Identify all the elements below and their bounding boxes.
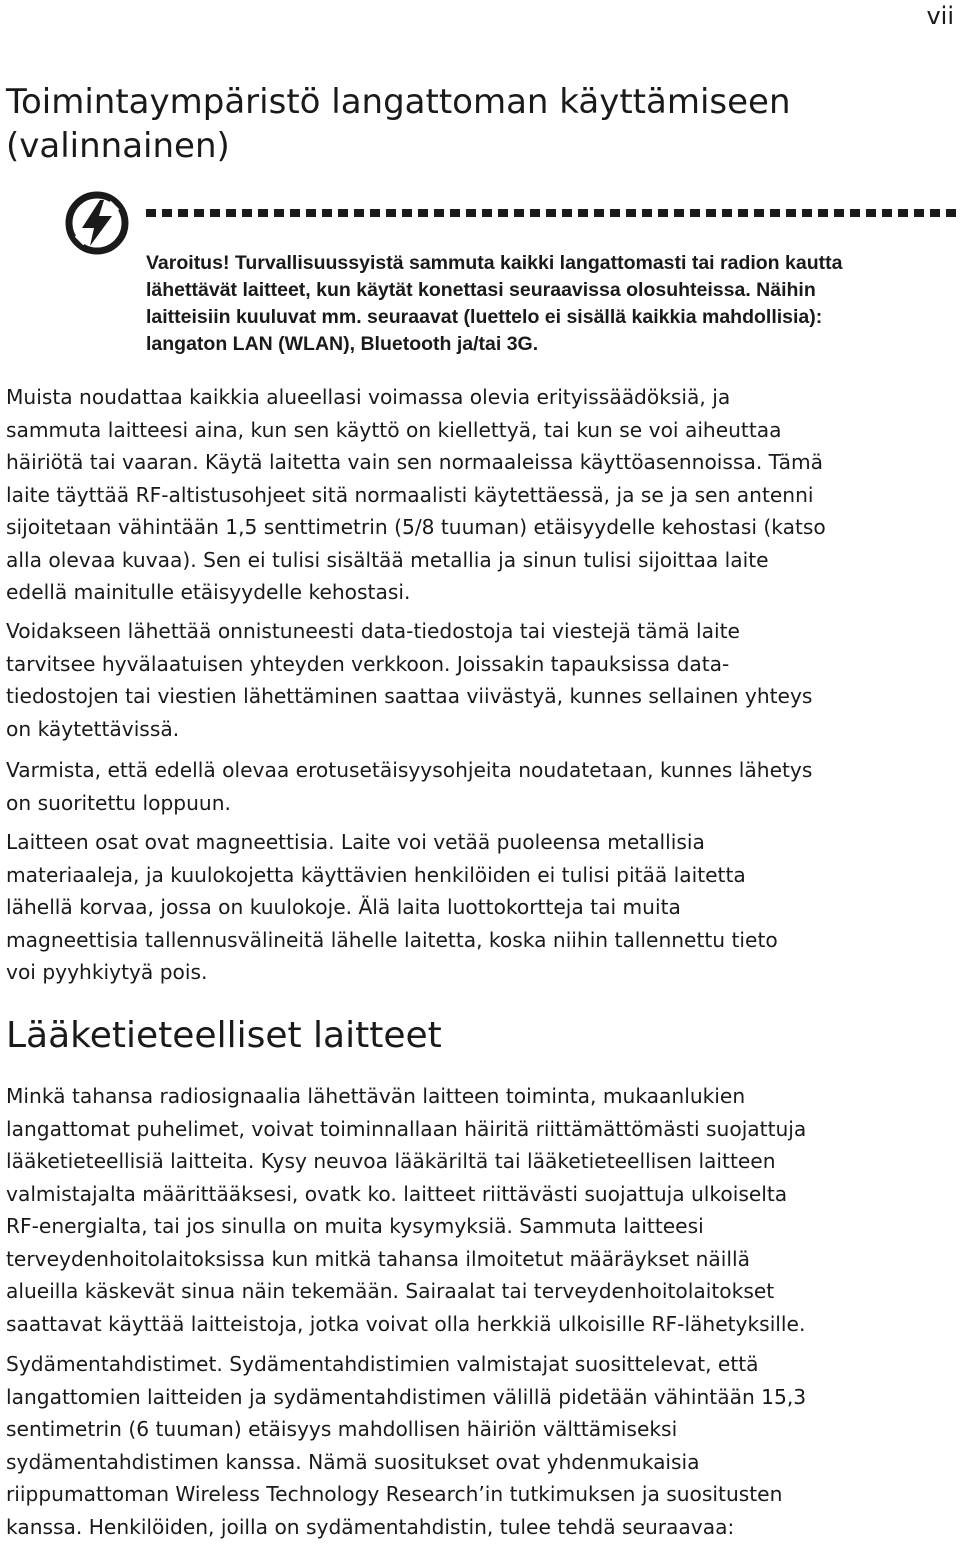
lightning-warning-icon [64, 190, 130, 256]
warning-text: Varoitus! Turvallisuussyistä sammuta kaikki langattomasti tai radion kautta lähettävät laitteet, kun käytät konettasi seuraavissa olosuhteissa. Näihin laitteisiin kuuluvat mm. seuraavat (luettelo ei sisällä kaikkia mahdollisia): langaton LAN (WLAN), Bluetooth ja/tai 3G. [146, 252, 843, 355]
page-number: vii [926, 2, 954, 30]
paragraph-separation: Varmista, että edellä olevaa erotusetäisyysohjeita noudatetaan, kunnes lähetys on suoritettu loppuun. [6, 758, 813, 815]
paragraph-regulations: Muista noudattaa kaikkia alueellasi voimassa olevia erityissäädöksiä, ja sammuta laitteesi aina, kun sen käyttö on kiellettyä, tai kun se voi aiheuttaa häiriötä tai vaaran. Käytä laitetta vain sen normaaleissa käyttöasennoissa. Tämä laite täyttää RF-altistusohjeet sitä normaalisti käytettäessä, ja se ja sen antenni sijoitetaan vähintään 1,5 senttimetrin (5/8 tuuman) etäisyydelle kehostasi (katso alla olevaa kuvaa). Sen ei tulisi sisältää metallia ja sinun tulisi sijoittaa laite edellä mainitulle etäisyydelle kehostasi. [6, 385, 826, 604]
medical-devices-heading: Lääketieteelliset laitteet [6, 1015, 442, 1056]
section-title: Toimintaympäristö langattoman käyttämiseen (valinnainen) [6, 82, 791, 166]
dotted-separator [146, 209, 958, 217]
paragraph-medical: Minkä tahansa radiosignaalia lähettävän laitteen toiminta, mukaanlukien langattomat puhelimet, voivat toiminnallaan häiritä riittämättömästi suojattuja lääketieteellisiä laitteita. Kysy neuvoa lääkäriltä tai lääketieteellisen laitteen valmistajalta määrittääksesi, ovatk ko. laitteet riittävästi suojattuja ulkoiselta RF-energialta, tai jos sinulla on muita kysymyksiä. Sammuta laitteesi terveydenhoitolaitoksissa kun mitkä tahansa ilmoitetut määräykset näillä alueilla käskevät sinua näin tekemään. Sairaalat tai terveydenhoitolaitokset saattavat käyttää laitteistoja, jotka voivat olla herkkiä ulkoisille RF-lähetyksille. [6, 1084, 807, 1336]
paragraph-pacemakers: Sydämentahdistimet. Sydämentahdistimien valmistajat suosittelevat, että langattomien laitteiden ja sydämentahdistimen välillä pidetään vähintään 15,3 sentimetrin (6 tuuman) etäisyys mahdollisen häiriön välttämiseksi sydämentahdistimen kanssa. Nämä suositukset ovat yhdenmukaisia riippumattoman Wireless Technology Research’in tutkimuksen ja suositusten kanssa. Henkilöiden, joilla on sydämentahdistin, tulee tehdä seuraavaa: [6, 1352, 807, 1539]
paragraph-data-transfer: Voidakseen lähettää onnistuneesti data-tiedostoja tai viestejä tämä laite tarvitsee hyvälaatuisen yhteyden verkkoon. Joissakin tapauksissa data- tiedostojen tai viestien lähettäminen saattaa viivästyä, kunnes sellainen yhteys on käytettävissä. [6, 619, 813, 741]
paragraph-magnetic: Laitteen osat ovat magneettisia. Laite voi vetää puoleensa metallisia materiaaleja, ja kuulokojetta käyttävien henkilöiden ei tulisi pitää laitetta lähellä korvaa, jossa on kuulokoje. Älä laita luottokortteja tai muita magneettisia tallennusvälineitä lähelle laitetta, koska niihin tallennettu tieto voi pyyhkiytyä pois. [6, 830, 778, 984]
